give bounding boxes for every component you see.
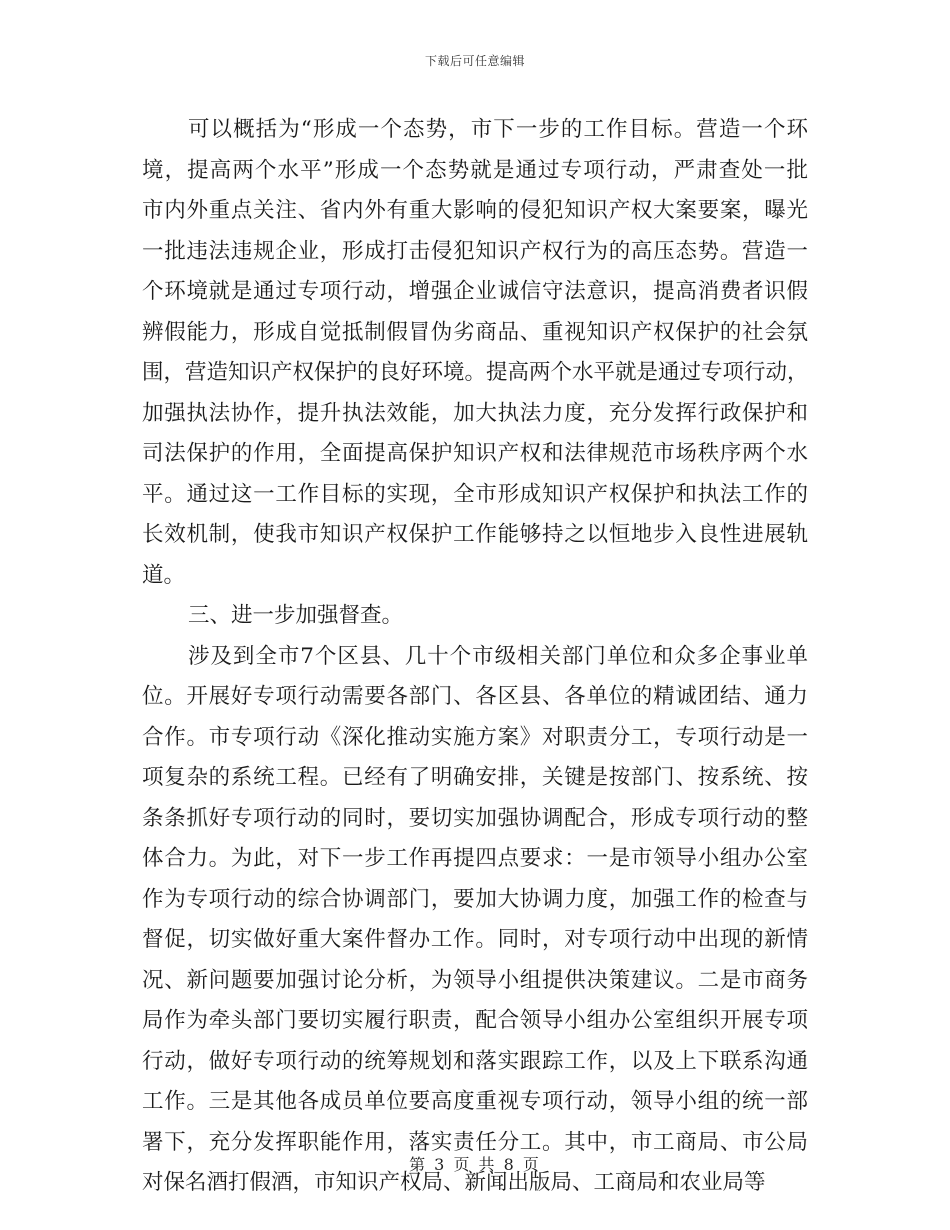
paragraph-line: 司法保护的作用，全面提高保护知识产权和法律规范市场秩序两个水 (142, 441, 808, 466)
paragraph-line: 境，提高两个水平”形成一个态势就是通过专项行动，严肃查处一批 (142, 157, 808, 183)
paragraph-line: 项复杂的系统工程。已经有了明确安排，关键是按部门、按系统、按 (142, 765, 808, 790)
paragraph-line: 合作。市专项行动《深化推动实施方案》对职责分工，专项行动是一 (142, 724, 808, 750)
paragraph-line: 况、新问题要加强讨论分析，为领导小组提供决策建议。二是市商务 (142, 967, 808, 993)
paragraph-line: 围，营造知识产权保护的良好环境。提高两个水平就是通过专项行动， (142, 360, 809, 385)
paragraph-line: 市内外重点关注、省内外有重大影响的侵犯知识产权大案要案，曝光 (142, 198, 808, 223)
paragraph-line: 位。开展好专项行动需要各部门、各区县、各单位的精诚团结、通力 (142, 684, 808, 709)
paragraph-line: 长效机制，使我市知识产权保护工作能够持之以恒地步入良性进展轨 (142, 522, 808, 547)
paragraph-line: 督促，切实做好重大案件督办工作。同时，对专项行动中出现的新情 (142, 927, 808, 952)
paragraph-line: 个环境就是通过专项行动，增强企业诚信守法意识，提高消费者识假 (142, 279, 808, 304)
paragraph-line: 辨假能力，形成自觉抵制假冒伪劣商品、重视知识产权保护的社会氛 (142, 319, 808, 345)
paragraph-line: 一批违法违规企业，形成打击侵犯知识产权行为的高压态势。营造一 (142, 238, 808, 264)
paragraph-line: 工作。三是其他各成员单位要高度重视专项行动，领导小组的统一部 (142, 1089, 808, 1114)
paragraph-line: 体合力。为此，对下一步工作再提四点要求：一是市领导小组办公室 (142, 846, 808, 871)
page-number-footer: 第 3 页 共 8 页 (409, 1155, 541, 1174)
paragraph-line: 作为专项行动的综合协调部门，要加大协调力度，加强工作的检查与 (142, 886, 808, 912)
document-body (142, 110, 808, 1204)
paragraph-line: 涉及到全市7个区县、几十个市级相关部门单位和众多企事业单 (188, 643, 808, 669)
paragraph-line: 可以概括为“形成一个态势，市下一步的工作目标。营造一个环 (188, 117, 808, 142)
paragraph-line: 局作为牵头部门要切实履行职责，配合领导小组办公室组织开展专项 (142, 1008, 808, 1033)
page-header: 下载后可任意编辑 (424, 54, 525, 68)
paragraph-line: 署下，充分发挥职能作用，落实责任分工。其中，市工商局、市公局 (142, 1129, 808, 1155)
paragraph-line: 条条抓好专项行动的同时，要切实加强协调配合，形成专项行动的整 (142, 805, 808, 831)
paragraph-line: 道。 (142, 562, 186, 588)
section-heading: 三、进一步加强督查。 (188, 603, 404, 628)
paragraph-line: 对保名酒打假酒，市知识产权局、新闻出版局、工商局和农业局等 (142, 1170, 766, 1195)
paragraph-line: 行动，做好专项行动的统筹规划和落实跟踪工作，以及上下联系沟通 (142, 1048, 808, 1074)
paragraph-line: 加强执法协作，提升执法效能，加大执法力度，充分发挥行政保护和 (142, 400, 808, 426)
paragraph-line: 平。通过这一工作目标的实现，全市形成知识产权保护和执法工作的 (142, 481, 808, 507)
